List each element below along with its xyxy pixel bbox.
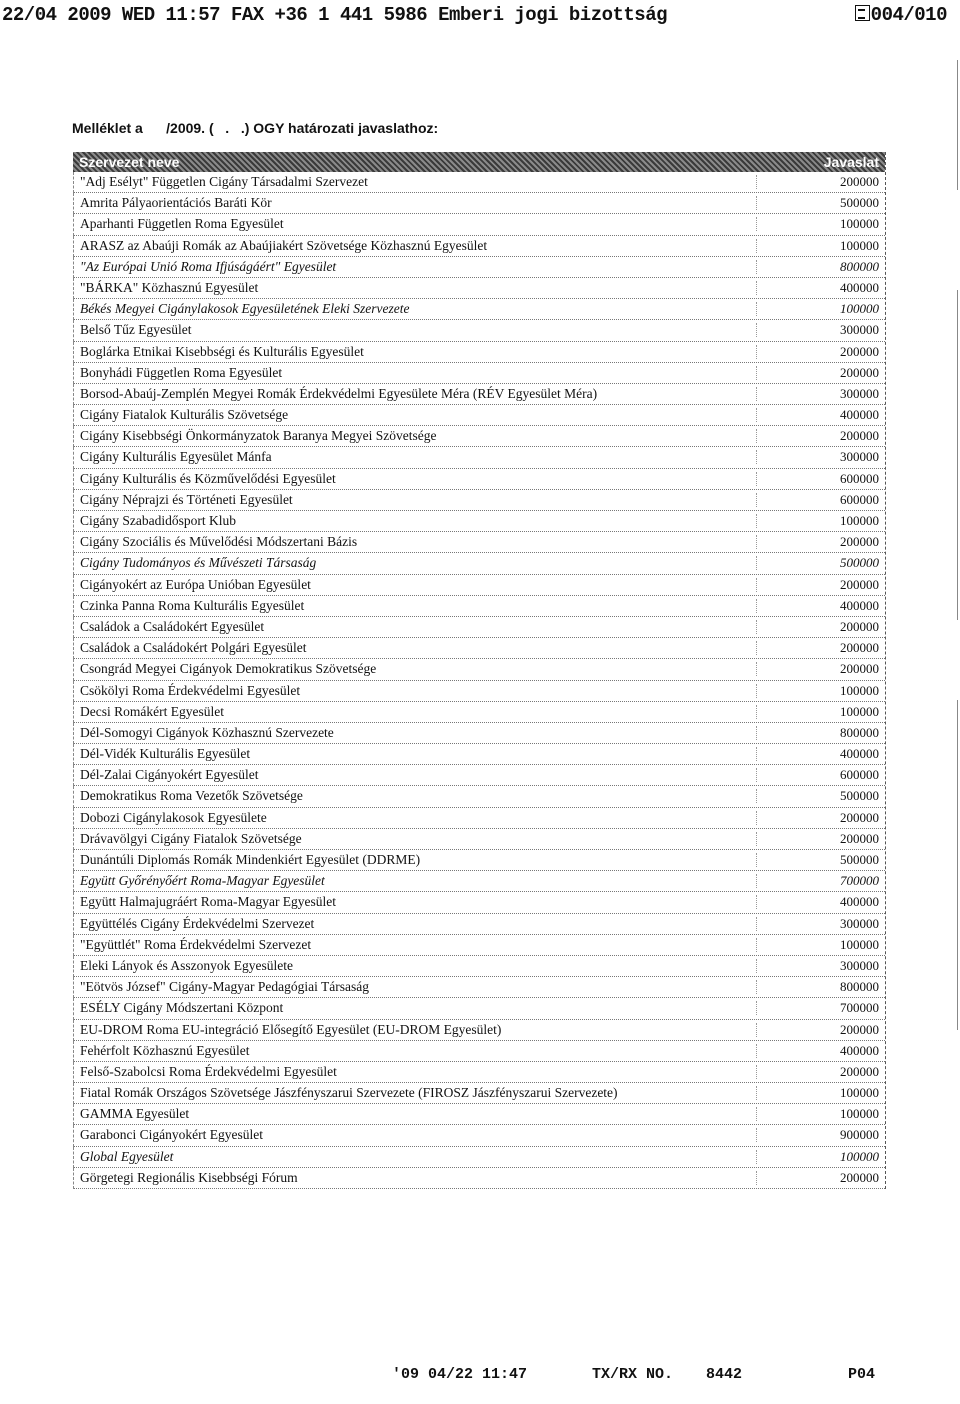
- organization-name: Bonyhádi Független Roma Egyesület: [80, 364, 283, 380]
- organization-name: Csongrád Megyei Cigányok Demokratikus Szövetsége: [80, 661, 377, 677]
- column-separator: [756, 239, 757, 253]
- column-separator: [756, 387, 757, 401]
- proposed-amount: 100000: [840, 1085, 879, 1101]
- table-row: [73, 617, 885, 638]
- column-separator: [756, 938, 757, 952]
- proposed-amount: 400000: [840, 894, 879, 910]
- table-row: [73, 786, 885, 807]
- organization-name: Belső Tűz Egyesület: [80, 322, 192, 338]
- table-row: [73, 871, 885, 892]
- proposed-amount: 800000: [840, 979, 879, 995]
- organization-name: Cigány Kulturális Egyesület Mánfa: [80, 449, 272, 465]
- proposed-amount: 300000: [840, 449, 879, 465]
- column-separator: [756, 535, 757, 549]
- organization-name: Dél-Somogyi Cigányok Közhasznú Szervezete: [80, 724, 334, 740]
- table-row: [73, 850, 885, 871]
- column-separator: [756, 853, 757, 867]
- organization-name: Dobozi Cigánylakosok Egyesülete: [80, 809, 267, 825]
- table-row: [73, 553, 885, 574]
- table-row: [73, 596, 885, 617]
- organizations-table: [73, 152, 886, 1189]
- column-separator: [756, 1150, 757, 1164]
- organization-name: Czinka Panna Roma Kulturális Egyesület: [80, 597, 305, 613]
- table-row: [73, 1125, 885, 1146]
- organization-name: Cigány Fiatalok Kulturális Szövetsége: [80, 407, 289, 423]
- table-row: [73, 765, 885, 786]
- organization-name: Családok a Családokért Egyesület: [80, 618, 265, 634]
- fax-page-counter: 004/010: [870, 4, 947, 26]
- proposed-amount: 200000: [840, 343, 879, 359]
- fax-header-left: 22/04 2009 WED 11:57 FAX +36 1 441 5986 Emberi jogi bizottság: [2, 4, 668, 26]
- column-separator: [756, 1023, 757, 1037]
- organization-name: Garabonci Cigányokért Egyesület: [80, 1127, 263, 1143]
- proposed-amount: 200000: [840, 809, 879, 825]
- organization-name: Családok a Családokért Polgári Egyesület: [80, 640, 307, 656]
- organization-name: Békés Megyei Cigánylakosok Egyesületének Eleki Szervezete: [80, 301, 410, 317]
- proposed-amount: 100000: [840, 936, 879, 952]
- column-separator: [756, 1065, 757, 1079]
- column-separator: [756, 811, 757, 825]
- table-row: [73, 320, 885, 341]
- column-separator: [756, 620, 757, 634]
- column-separator: [756, 1107, 757, 1121]
- column-separator: [756, 345, 757, 359]
- fax-footer: [0, 1366, 960, 1386]
- proposed-amount: 100000: [840, 1106, 879, 1122]
- table-row: [73, 914, 885, 935]
- organization-name: EU-DROM Roma EU-integráció Elősegítő Egyesület (EU-DROM Egyesület): [80, 1021, 502, 1037]
- table-body: [73, 172, 885, 1189]
- table-row: [73, 659, 885, 680]
- table-row: [73, 1083, 885, 1104]
- column-separator: [756, 874, 757, 888]
- proposed-amount: 100000: [840, 703, 879, 719]
- column-separator: [756, 366, 757, 380]
- proposed-amount: 300000: [840, 915, 879, 931]
- column-separator: [756, 1086, 757, 1100]
- fax-header: [2, 4, 947, 30]
- column-separator: [756, 705, 757, 719]
- proposed-amount: 600000: [840, 491, 879, 507]
- table-row: [73, 1104, 885, 1125]
- proposed-amount: 200000: [840, 1169, 879, 1185]
- table-row: [73, 977, 885, 998]
- table-row: [73, 575, 885, 596]
- proposed-amount: 500000: [840, 195, 879, 211]
- column-separator: [756, 260, 757, 274]
- table-row: [73, 257, 885, 278]
- column-separator: [756, 217, 757, 231]
- organization-name: ESÉLY Cigány Módszertani Központ: [80, 1000, 284, 1016]
- table-row: [73, 723, 885, 744]
- proposed-amount: 200000: [840, 830, 879, 846]
- table-row: [73, 469, 885, 490]
- proposed-amount: 100000: [840, 513, 879, 528]
- column-separator: [756, 175, 757, 189]
- column-separator: [756, 514, 757, 528]
- organization-name: ARASZ az Abaúji Romák az Abaújiakért Szövetsége Közhasznú Egyesület: [80, 237, 488, 253]
- proposed-amount: 100000: [840, 301, 879, 317]
- proposed-amount: 100000: [840, 237, 879, 253]
- organization-name: Global Egyesület: [80, 1148, 174, 1164]
- table-row: [73, 829, 885, 850]
- proposed-amount: 400000: [840, 1042, 879, 1058]
- column-header-value: Javaslat: [823, 154, 879, 170]
- proposed-amount: 200000: [840, 534, 879, 550]
- organization-name: "Eötvös József" Cigány-Magyar Pedagógiai Társaság: [80, 979, 369, 995]
- table-row: [73, 744, 885, 765]
- proposed-amount: 200000: [840, 364, 879, 380]
- organization-name: Eleki Lányok és Asszonyok Egyesülete: [80, 957, 293, 973]
- organization-name: Amrita Pályaorientációs Baráti Kör: [80, 195, 272, 211]
- proposed-amount: 200000: [840, 1063, 879, 1079]
- proposed-amount: 300000: [840, 957, 879, 973]
- organization-name: Fiatal Romák Országos Szövetsége Jászfényszarui Szervezete (FIROSZ Jászfényszarui Szervezete): [80, 1085, 618, 1101]
- fax-footer-txrx-label: TX/RX NO.: [592, 1366, 674, 1383]
- proposed-amount: 600000: [840, 767, 879, 783]
- organization-name: Decsi Romákért Egyesület: [80, 703, 224, 719]
- table-row: [73, 299, 885, 320]
- column-separator: [756, 1171, 757, 1185]
- table-row: [73, 1147, 885, 1168]
- organization-name: Cigány Szabadidősport Klub: [80, 513, 236, 528]
- organization-name: Fehérfolt Közhasznú Egyesület: [80, 1042, 250, 1058]
- organization-name: Dél-Zalai Cigányokért Egyesület: [80, 767, 259, 783]
- proposed-amount: 200000: [840, 661, 879, 677]
- scan-edge-mark: [957, 290, 958, 620]
- proposed-amount: 200000: [840, 576, 879, 592]
- table-row: [73, 490, 885, 511]
- proposed-amount: 300000: [840, 385, 879, 401]
- organization-name: Borsod-Abaúj-Zemplén Megyei Romák Érdekvédelmi Egyesülete Méra (RÉV Egyesület Méra): [80, 385, 598, 401]
- organization-name: Aparhanti Független Roma Egyesület: [80, 216, 284, 232]
- organization-name: Demokratikus Roma Vezetők Szövetsége: [80, 788, 303, 804]
- column-separator: [756, 789, 757, 803]
- fax-footer-txrx-number: 8442: [706, 1366, 743, 1383]
- column-separator: [756, 641, 757, 655]
- column-separator: [756, 408, 757, 422]
- column-separator: [756, 959, 757, 973]
- table-row: [73, 998, 885, 1019]
- column-separator: [756, 556, 757, 570]
- organization-name: Görgetegi Regionális Kisebbségi Fórum: [80, 1169, 298, 1185]
- table-row: [73, 426, 885, 447]
- organization-name: Drávavölgyi Cigány Fiatalok Szövetsége: [80, 830, 302, 846]
- document-title: Melléklet a /2009. ( . .) OGY határozati javaslathoz:: [72, 120, 439, 136]
- organization-name: Cigány Kisebbségi Önkormányzatok Baranya Megyei Szövetsége: [80, 428, 437, 444]
- organization-name: Felső-Szabolcsi Roma Érdekvédelmi Egyesület: [80, 1063, 337, 1079]
- proposed-amount: 900000: [840, 1127, 879, 1143]
- proposed-amount: 300000: [840, 322, 879, 338]
- table-row: [73, 278, 885, 299]
- organization-name: Dél-Vidék Kulturális Egyesület: [80, 746, 251, 762]
- column-separator: [756, 450, 757, 464]
- organization-name: GAMMA Egyesület: [80, 1106, 190, 1122]
- table-row: [73, 193, 885, 214]
- table-row: [73, 638, 885, 659]
- proposed-amount: 600000: [840, 470, 879, 486]
- column-separator: [756, 747, 757, 761]
- scan-edge-mark: [957, 700, 958, 1030]
- organization-name: Együtt Győrényőért Roma-Magyar Egyesület: [80, 873, 325, 889]
- table-row: [73, 681, 885, 702]
- table-row: [73, 1041, 885, 1062]
- column-separator: [756, 1044, 757, 1058]
- proposed-amount: 200000: [840, 618, 879, 634]
- column-separator: [756, 578, 757, 592]
- proposed-amount: 400000: [840, 279, 879, 295]
- fax-header-right: [855, 4, 947, 26]
- proposed-amount: 500000: [840, 555, 879, 571]
- organization-name: "Együttlét" Roma Érdekvédelmi Szervezet: [80, 936, 312, 952]
- column-separator: [756, 599, 757, 613]
- organization-name: Együttélés Cigány Érdekvédelmi Szervezet: [80, 915, 315, 931]
- organization-name: Cigány Néprajzi és Történeti Egyesület: [80, 491, 293, 507]
- table-row: [73, 1062, 885, 1083]
- column-separator: [756, 895, 757, 909]
- column-separator: [756, 684, 757, 698]
- organization-name: Cigány Tudományos és Művészeti Társaság: [80, 555, 317, 571]
- column-separator: [756, 196, 757, 210]
- table-row: [73, 363, 885, 384]
- proposed-amount: 200000: [840, 1021, 879, 1037]
- column-separator: [756, 323, 757, 337]
- fax-footer-page: P04: [848, 1366, 876, 1383]
- proposed-amount: 200000: [840, 428, 879, 444]
- proposed-amount: 100000: [840, 682, 879, 698]
- proposed-amount: 500000: [840, 852, 879, 867]
- organization-name: Együtt Halmajugráért Roma-Magyar Egyesület: [80, 894, 337, 910]
- organization-name: "Adj Esélyt" Független Cigány Társadalmi Szervezet: [80, 174, 368, 189]
- table-row: [73, 702, 885, 723]
- column-separator: [756, 917, 757, 931]
- table-row: [73, 1020, 885, 1041]
- proposed-amount: 700000: [840, 873, 879, 889]
- column-separator: [756, 1001, 757, 1015]
- table-row: [73, 384, 885, 405]
- organization-name: Cigány Kulturális és Közművelődési Egyesület: [80, 470, 336, 486]
- table-row: [73, 808, 885, 829]
- table-row: [73, 172, 885, 193]
- proposed-amount: 400000: [840, 407, 879, 423]
- table-header: [73, 152, 885, 172]
- organization-name: Csökölyi Roma Érdekvédelmi Egyesület: [80, 682, 301, 698]
- column-separator: [756, 832, 757, 846]
- scan-edge-mark: [957, 60, 958, 190]
- proposed-amount: 500000: [840, 788, 879, 804]
- table-row: [73, 236, 885, 257]
- proposed-amount: 700000: [840, 1000, 879, 1016]
- fax-footer-datetime: '09 04/22 11:47: [392, 1366, 528, 1383]
- column-separator: [756, 302, 757, 316]
- column-separator: [756, 281, 757, 295]
- proposed-amount: 200000: [840, 174, 879, 189]
- table-row: [73, 511, 885, 532]
- column-separator: [756, 662, 757, 676]
- organization-name: Dunántúli Diplomás Romák Mindenkiért Egyesület (DDRME): [80, 852, 421, 867]
- table-row: [73, 935, 885, 956]
- proposed-amount: 400000: [840, 597, 879, 613]
- column-separator: [756, 980, 757, 994]
- organization-name: "Az Európai Unió Roma Ifjúságáért" Egyesület: [80, 258, 337, 274]
- column-separator: [756, 493, 757, 507]
- organization-name: "BÁRKA" Közhasznú Egyesület: [80, 279, 259, 295]
- proposed-amount: 100000: [840, 216, 879, 232]
- proposed-amount: 800000: [840, 258, 879, 274]
- proposed-amount: 100000: [840, 1148, 879, 1164]
- proposed-amount: 200000: [840, 640, 879, 656]
- table-row: [73, 532, 885, 553]
- column-separator: [756, 726, 757, 740]
- column-separator: [756, 768, 757, 782]
- table-row: [73, 214, 885, 235]
- table-row: [73, 892, 885, 913]
- table-row: [73, 1168, 885, 1189]
- organization-name: Cigány Szociális és Művelődési Módszertani Bázis: [80, 534, 358, 550]
- proposed-amount: 400000: [840, 746, 879, 762]
- column-header-name: Szervezet neve: [79, 154, 180, 170]
- fax-page-icon: [855, 5, 870, 21]
- table-row: [73, 447, 885, 468]
- table-row: [73, 956, 885, 977]
- organization-name: Boglárka Etnikai Kisebbségi és Kulturális Egyesület: [80, 343, 364, 359]
- proposed-amount: 800000: [840, 724, 879, 740]
- column-separator: [756, 429, 757, 443]
- column-separator: [756, 472, 757, 486]
- table-row: [73, 405, 885, 426]
- organization-name: Cigányokért az Európa Unióban Egyesület: [80, 576, 311, 592]
- column-separator: [756, 1128, 757, 1142]
- table-row: [73, 342, 885, 363]
